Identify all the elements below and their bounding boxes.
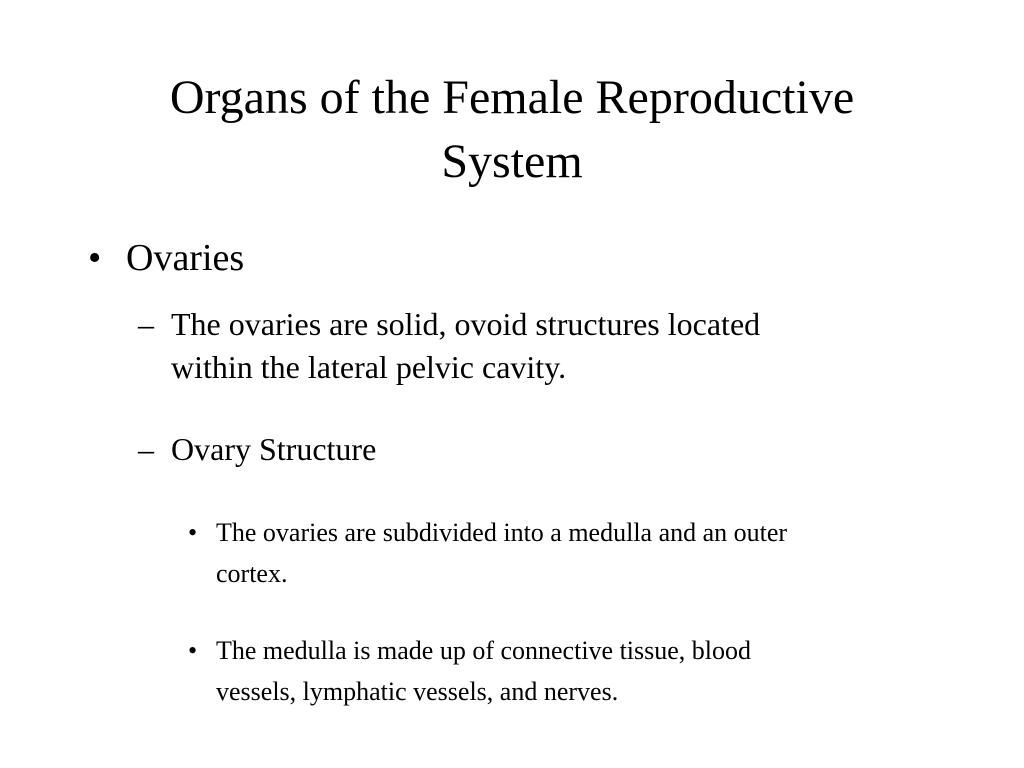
slide-title-line-1: Organs of the Female Reproductive xyxy=(169,71,855,124)
bullet-marker: • xyxy=(88,237,102,279)
sub-bullet-text xyxy=(171,428,931,471)
sub-sub-bullet-text xyxy=(216,512,976,594)
text-line: Ovary Structure xyxy=(171,431,377,467)
bullet-text: Ovaries xyxy=(126,237,245,279)
bullet-marker: • xyxy=(188,636,198,665)
text-line: within the lateral pelvic cavity. xyxy=(171,349,567,385)
slide-title-line-2: System xyxy=(441,135,583,188)
text-line: vessels, lymphatic vessels, and nerves. xyxy=(216,677,619,706)
dash-marker: – xyxy=(138,306,154,342)
text-line: cortex. xyxy=(216,559,288,588)
bullet-marker: • xyxy=(188,518,198,547)
text-line: The medulla is made up of connective tissue, blood xyxy=(216,636,752,665)
text-line: The ovaries are subdivided into a medulla and an outer xyxy=(216,518,788,547)
sub-bullet-text xyxy=(171,303,931,389)
sub-sub-bullet-text xyxy=(216,630,976,712)
slide-title xyxy=(60,66,964,194)
dash-marker: – xyxy=(138,431,154,467)
text-line: The ovaries are solid, ovoid structures located xyxy=(171,306,761,342)
